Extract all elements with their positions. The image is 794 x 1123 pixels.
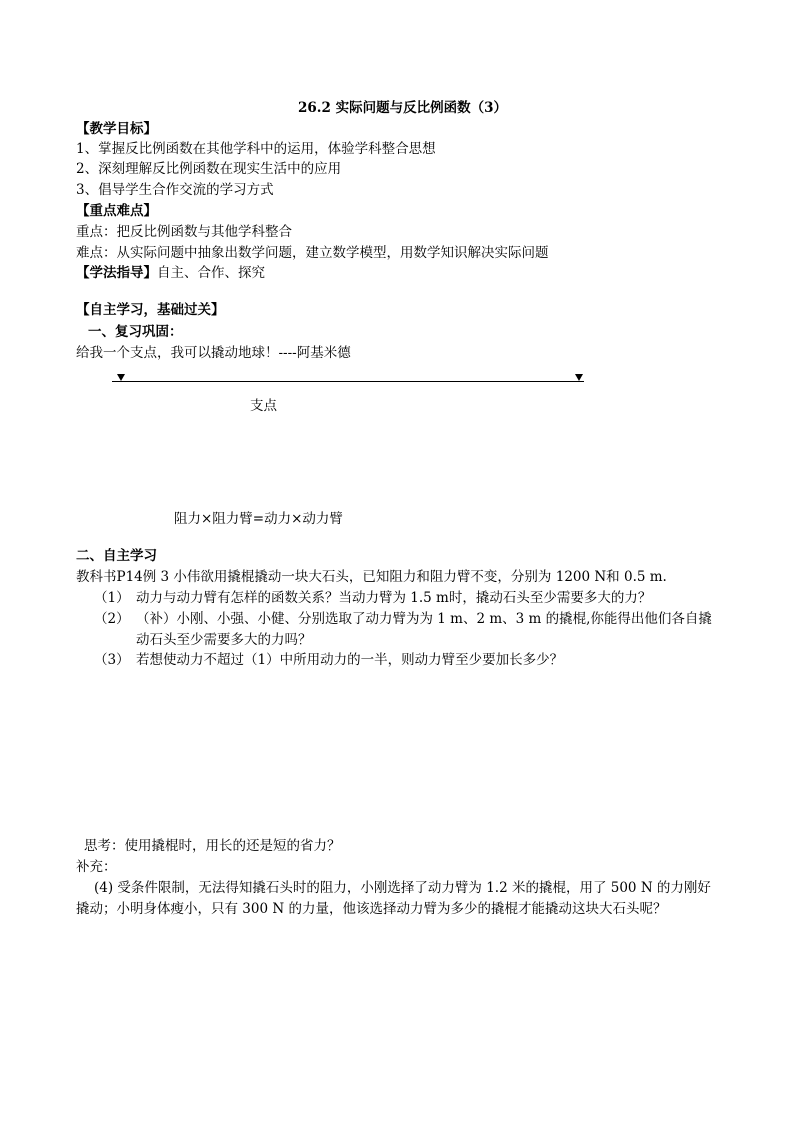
left-end-marker	[117, 374, 125, 381]
fulcrum-label: 支点	[250, 398, 277, 414]
objective-item: 2、深刻理解反比例函数在现实生活中的应用	[76, 161, 342, 177]
lever-formula: 阻力×阻力臂=动力×动力臂	[174, 511, 343, 527]
question-3-number: （3）	[94, 652, 130, 668]
lever-line	[112, 381, 584, 382]
question-2-number: （2）	[94, 611, 130, 627]
key-point-text: 重点：把反比例函数与其他学科整合	[76, 224, 292, 240]
archimedes-quote: 给我一个支点，我可以撬动地球！----阿基米德	[76, 345, 351, 361]
question-4-text: (4) 受条件限制，无法得知撬石头时的阻力，小刚选择了动力臂为 1.2 米的撬棍，用了 500 N 的力刚好撬动；小明身体瘦小，只有 300 N 的力量，他该选择动力臂为多少的撬棍才能撬动这块大石头呢？	[76, 880, 711, 917]
question-1-text: 动力与动力臂有怎样的函数关系？当动力臂为 1.5 m时，撬动石头至少需要多大的力？	[136, 590, 652, 606]
review-heading: 一、复习巩固：	[88, 324, 183, 340]
objective-item: 1、掌握反比例函数在其他学科中的运用，体验学科整合思想	[76, 141, 436, 157]
difficulty-text: 难点：从实际问题中抽象出数学问题，建立数学模型，用数学知识解决实际问题	[76, 245, 549, 261]
think-question: 思考：使用撬棍时，用长的还是短的省力？	[84, 838, 341, 854]
method-text: 自主、合作、探究	[157, 265, 265, 281]
right-end-marker	[575, 374, 583, 381]
self-study-heading: 【自主学习，基础过关】	[76, 302, 225, 318]
method-heading: 【学法指导】	[76, 265, 157, 281]
objectives-heading: 【教学目标】	[76, 121, 157, 137]
page-title: 26.2 实际问题与反比例函数（3）	[298, 100, 507, 116]
question-2-text: （补）小刚、小强、小健、分别选取了动力臂为为 1 m、2 m、3 m 的撬棍,你能得出他们各自撬动石头至少需要多大的力吗？	[136, 611, 712, 648]
question-1-number: （1）	[94, 590, 130, 606]
example-intro: 教科书P14例 3 小伟欲用撬棍撬动一块大石头，已知阻力和阻力臂不变，分别为 1200 N和 0.5 m.	[76, 569, 667, 585]
question-3-text: 若想使动力不超过（1）中所用动力的一半，则动力臂至少要加长多少？	[136, 652, 564, 668]
method-line	[76, 263, 265, 283]
key-points-heading: 【重点难点】	[76, 203, 157, 219]
objective-item: 3、倡导学生合作交流的学习方式	[76, 182, 274, 198]
supplement-label: 补充：	[76, 859, 117, 875]
section2-heading: 二、自主学习	[76, 548, 157, 564]
